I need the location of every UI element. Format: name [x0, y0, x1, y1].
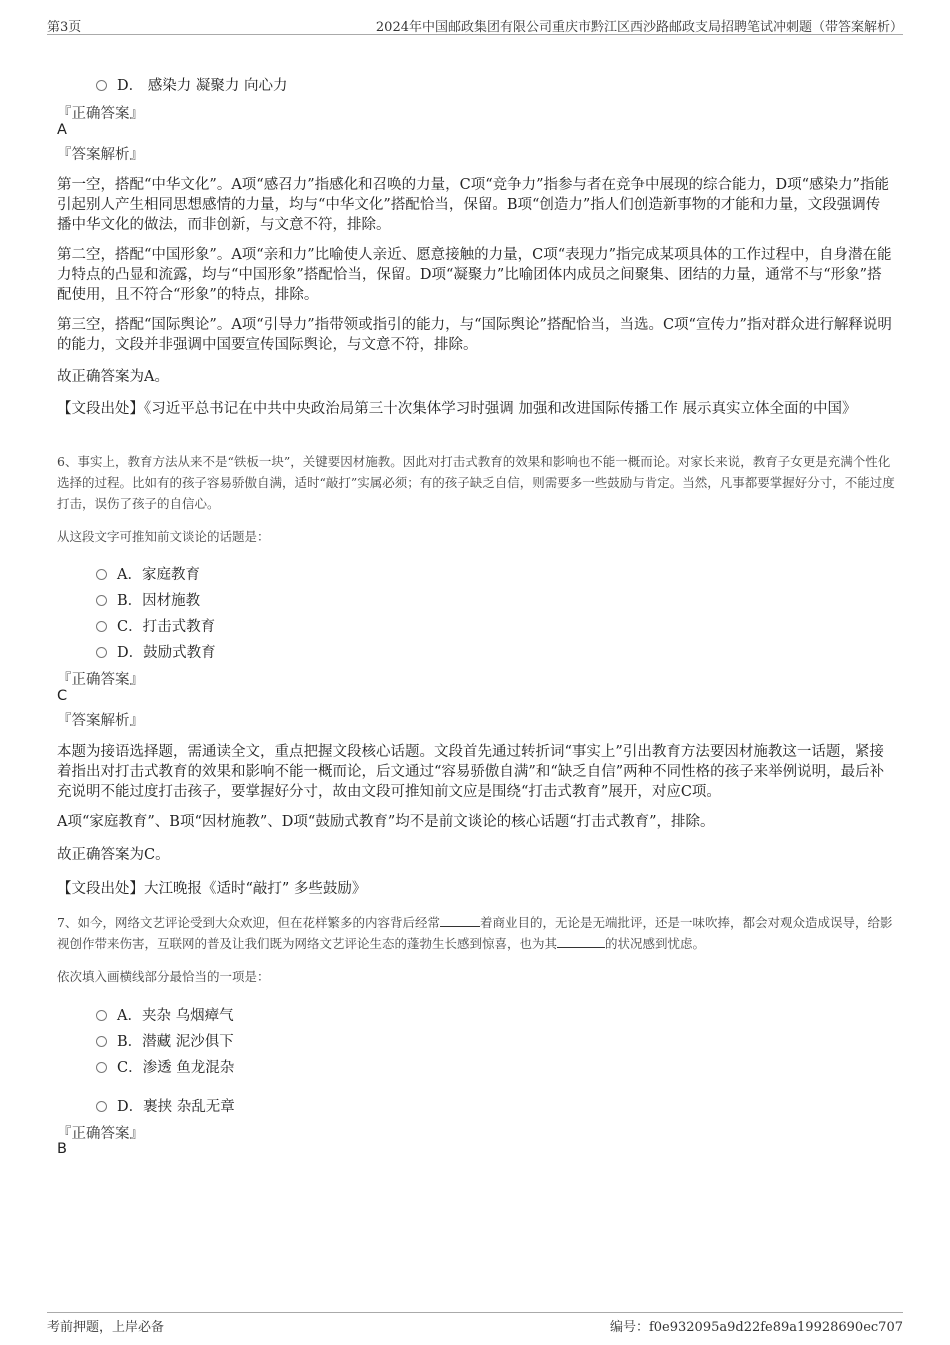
q6-option-c[interactable]: C．打击式教育: [96, 615, 215, 636]
page-number: 第3页: [47, 20, 82, 35]
q5-analysis-p2: 第二空，搭配“中国形象”。A项“亲和力”比喻使人亲近、愿意接触的力量，C项“表现力”指完成某项具体的工作过程中，自身潜在能力特点的凸显和流露，均与“中国形象”搭配恰当，保留。D项“凝聚力”比喻团体内成员之间聚集、团结的力量，通常不与“形象”搭配使用，且不符合“形象”的特点，排除。: [57, 247, 892, 303]
radio-icon[interactable]: [96, 647, 107, 658]
q6-stem: 6、事实上，教育方法从来不是“铁板一块”，关键要因材施教。因此对打击式教育的效果和影响也不能一概而论。对家长来说，教育子女更是充满个性化选择的过程。比如有的孩子容易骄傲自满，适时“敲打”实属必须；有的孩子缺乏自信，则需要多一些鼓励与肯定。当然，凡事都要掌握好分寸，不能过度打击，误伤了孩子的自信心。: [57, 454, 895, 511]
radio-icon[interactable]: [96, 595, 107, 606]
radio-icon[interactable]: [96, 1101, 107, 1112]
radio-icon[interactable]: [96, 1010, 107, 1021]
q6-conclusion: 故正确答案为C。: [57, 847, 170, 863]
q7-option-b[interactable]: B．潜藏 泥沙俱下: [96, 1030, 234, 1051]
q7-prompt: 依次填入画横线部分最恰当的一项是：: [57, 969, 270, 984]
q6-option-a[interactable]: A．家庭教育: [96, 563, 200, 584]
q6-prompt: 从这段文字可推知前文谈论的话题是：: [57, 529, 270, 544]
footer-slogan: 考前押题，上岸必备: [47, 1320, 165, 1335]
radio-icon[interactable]: [96, 1062, 107, 1073]
q7-option-d[interactable]: D．裹挟 杂乱无章: [96, 1095, 235, 1116]
blank-1: [440, 914, 480, 927]
q7-correct-label: 『正确答案』: [57, 1126, 144, 1142]
q5-analysis-p3: 第三空，搭配“国际舆论”。A项“引导力”指带领或指引的能力，与“国际舆论”搭配恰当，当选。C项“宣传力”指对群众进行解释说明的能力，文段并非强调中国要宣传国际舆论，与文意不符，排除。: [57, 317, 892, 353]
page-footer: [47, 1312, 903, 1335]
page-header: [47, 14, 903, 35]
radio-icon[interactable]: [96, 569, 107, 580]
document-title: 2024年中国邮政集团有限公司重庆市黔江区西沙路邮政支局招聘笔试冲刺题（带答案解析）: [375, 20, 903, 35]
q5-analysis-p1: 第一空，搭配“中华文化”。A项“感召力”指感化和召唤的力量，C项“竞争力”指参与者在竞争中展现的综合能力，D项“感染力”指能引起别人产生相同思想感情的力量，均与“中华文化”搭配恰当，保留。B项“创造力”指人们创造新事物的才能和力量，文段强调传播中华文化的做法，而非创新，与文意不符，排除。: [57, 177, 889, 233]
q6-source: 【文段出处】大江晚报《适时“敲打” 多些鼓励》: [57, 881, 367, 897]
q7-correct-answer: B: [57, 1141, 67, 1157]
q5-correct-answer: A: [57, 122, 67, 138]
q7-stem: 7、如今，网络文艺评论受到大众欢迎，但在花样繁多的内容背后经常 着商业目的，无论是无端批评，还是一味吹捧，都会对观众造成误导，给影视创作带来伤害，互联网的普及让我们既为网络文艺评论生态的蓬勃生长感到惊喜，也为其 的状况感到忧虑。: [57, 915, 893, 951]
q6-analysis-p1: 本题为接语选择题，需通读全文，重点把握文段核心话题。文段首先通过转折词“事实上”引出教育方法要因材施教这一话题，紧接着指出对打击式教育的效果和影响不能一概而论，后文通过“容易骄傲自满”和“缺乏自信”两种不同性格的孩子来举例说明，最后补充说明不能过度打击孩子，要掌握好分寸，故由文段可推知前文应是围绕“打击式教育”展开，对应C项。: [57, 744, 885, 800]
q6-option-d[interactable]: D．鼓励式教育: [96, 641, 216, 662]
q7-option-a[interactable]: A．夹杂 乌烟瘴气: [96, 1004, 234, 1025]
q7-option-c[interactable]: C．渗透 鱼龙混杂: [96, 1056, 234, 1077]
radio-icon[interactable]: [96, 1036, 107, 1047]
q5-correct-label: 『正确答案』: [57, 106, 144, 122]
q6-option-b[interactable]: B．因材施教: [96, 589, 200, 610]
q6-analysis-label: 『答案解析』: [57, 713, 144, 729]
footer-serial: 编号：f0e932095a9d22fe89a19928690ec707: [609, 1320, 903, 1335]
radio-icon[interactable]: [96, 621, 107, 632]
q5-option-d[interactable]: D． 感染力 凝聚力 向心力: [96, 74, 287, 95]
q5-conclusion: 故正确答案为A。: [57, 369, 169, 385]
blank-2: [557, 935, 605, 948]
q6-correct-label: 『正确答案』: [57, 672, 144, 688]
radio-icon[interactable]: [96, 80, 107, 91]
q5-source: 【文段出处】《习近平总书记在中共中央政治局第三十次集体学习时强调 加强和改进国际传播工作 展示真实立体全面的中国》: [57, 401, 857, 417]
q6-analysis-p2: A项“家庭教育”、B项“因材施教”、D项“鼓励式教育”均不是前文谈论的核心话题“打击式教育”，排除。: [57, 814, 715, 830]
q5-analysis-label: 『答案解析』: [57, 147, 144, 163]
q6-correct-answer: C: [57, 688, 68, 704]
